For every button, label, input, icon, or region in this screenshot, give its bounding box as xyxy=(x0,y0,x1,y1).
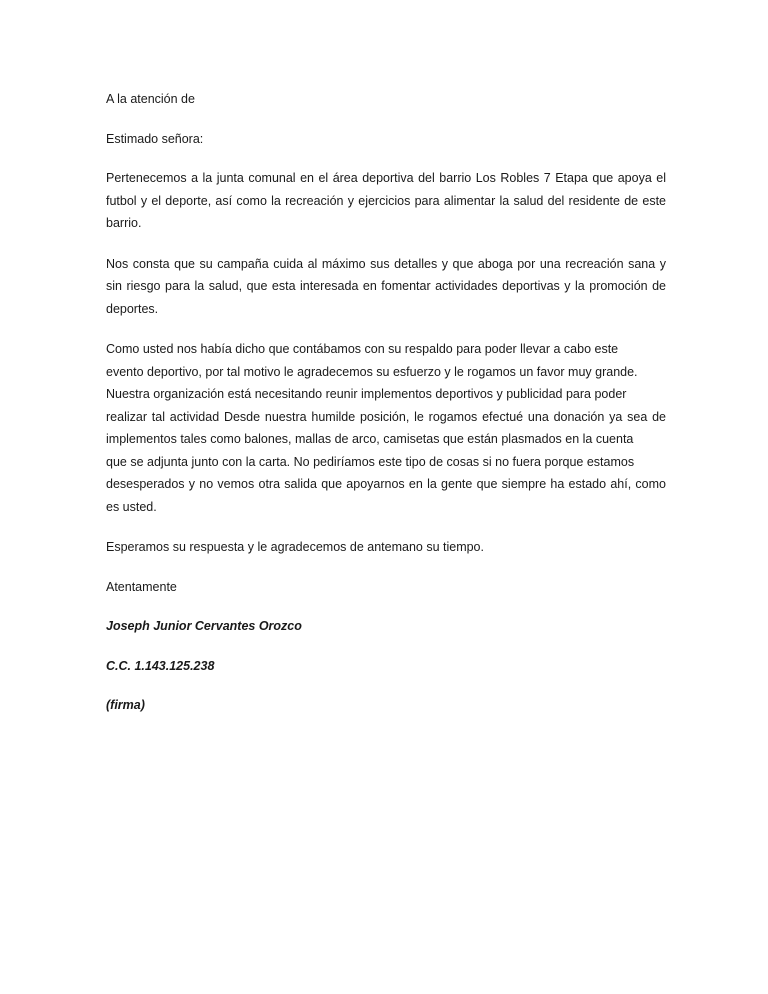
paragraph-2 xyxy=(106,253,666,321)
letter-page xyxy=(106,88,666,717)
signer-name: Joseph Junior Cervantes Orozco xyxy=(106,619,302,633)
paragraph-1 xyxy=(106,167,666,235)
paragraph-line: sin riesgo para la salud, que esta interesada en fomentar actividades deportivas y la promoción de xyxy=(106,279,666,293)
paragraph-line: evento deportivo, por tal motivo le agradecemos su esfuerzo y le rogamos un favor muy grande. xyxy=(106,364,638,379)
paragraph-line: Nuestra organización está necesitando reunir implementos deportivos y publicidad para poder xyxy=(106,387,627,401)
signature-note: (firma) xyxy=(106,698,145,712)
signer-id: C.C. 1.143.125.238 xyxy=(106,658,215,673)
closing: Atentamente xyxy=(106,579,177,594)
paragraph-line: Como usted nos había dicho que contábamos con su respaldo para poder llevar a cabo este xyxy=(106,342,619,356)
paragraph-line: es usted. xyxy=(106,499,157,514)
paragraph-line: implementos tales como balones, mallas de arco, camisetas que están plasmados en la cuenta xyxy=(106,432,634,446)
paragraph-4: Esperamos su respuesta y le agradecemos de antemano su tiempo. xyxy=(106,540,484,554)
paragraph-line: realizar tal actividad Desde nuestra humilde posición, le rogamos efectué una donación ya sea de xyxy=(106,409,666,424)
paragraph-line: que se adjunta junto con la carta. No pediríamos este tipo de cosas si no fuera porque estamos xyxy=(106,454,635,469)
paragraph-line: desesperados y no vemos otra salida que apoyarnos en la gente que siempre ha estado ahí, como xyxy=(106,477,666,491)
paragraph-line: futbol y el deporte, así como la recreación y ejercicios para alimentar la salud del residente de este xyxy=(106,193,666,208)
paragraph-line: deportes. xyxy=(106,301,159,316)
attention-line: A la atención de xyxy=(106,92,195,106)
paragraph-line: Pertenecemos a la junta comunal en el área deportiva del barrio Los Robles 7 Etapa que apoya el xyxy=(106,171,666,185)
paragraph-line: barrio. xyxy=(106,216,142,230)
salutation: Estimado señora: xyxy=(106,131,204,146)
paragraph-line: Nos consta que su campaña cuida al máximo sus detalles y que aboga por una recreación sana y xyxy=(106,256,666,271)
paragraph-3 xyxy=(106,338,666,518)
